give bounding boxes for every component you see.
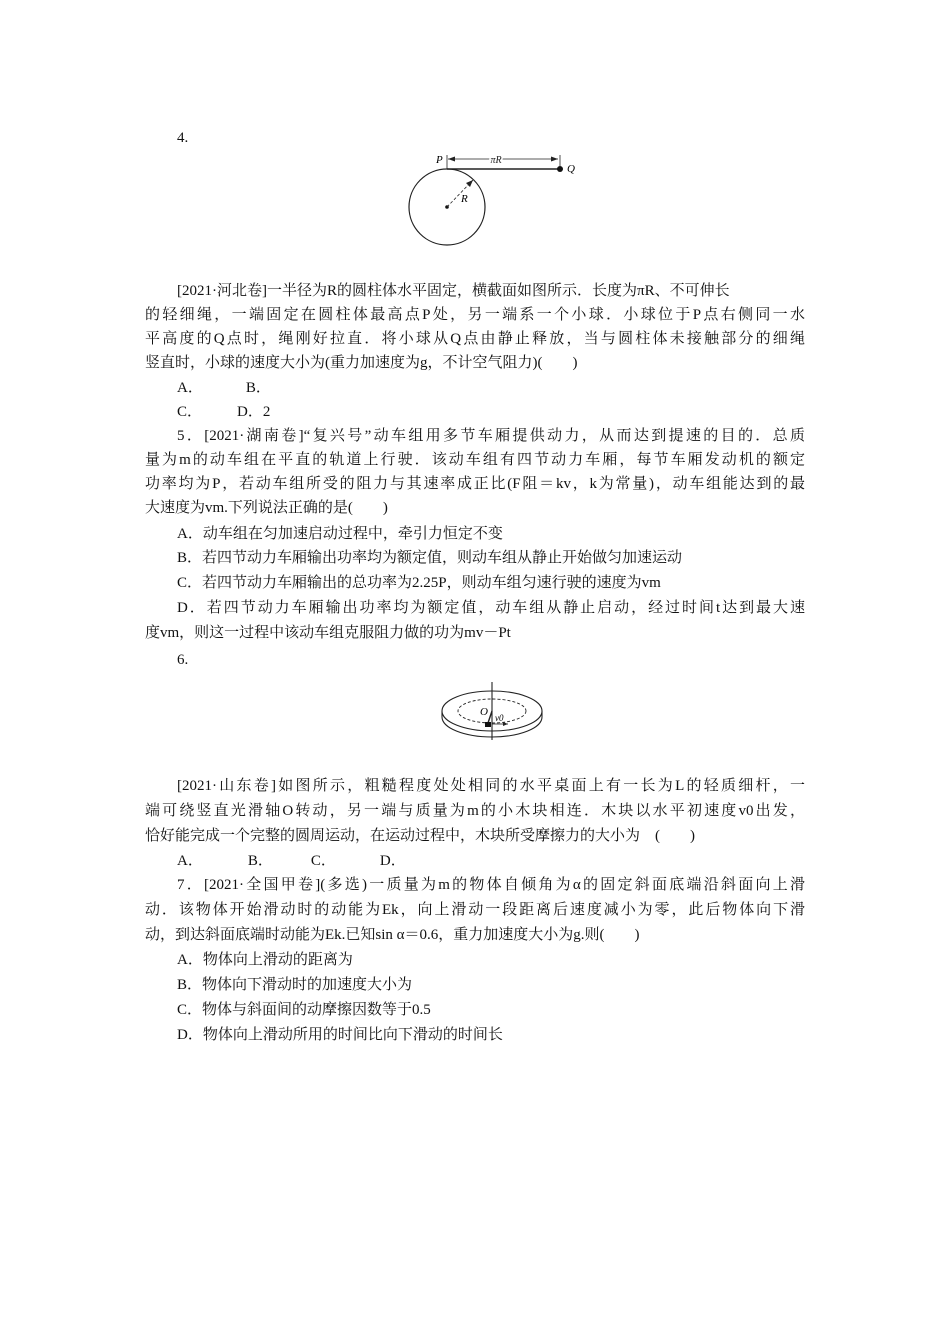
q6-number: 6. — [177, 652, 189, 668]
q4-figure-cylinder-rope — [400, 146, 600, 250]
q4-option-d: D．2 — [237, 404, 271, 420]
q5-option-c: C．若四节动力车厢输出的总功率为2.25P，则动车组匀速行驶的速度为vm — [177, 575, 661, 591]
q4-option-c: C． — [177, 404, 203, 420]
q6-options — [177, 851, 406, 871]
q7-option-a: A．物体向上滑动的距离为 — [177, 952, 353, 968]
label-p: P — [436, 154, 443, 166]
q6-line-3: 恰好能完成一个完整的圆周运动，在运动过程中，木块所受摩擦力的大小为 ( ) — [145, 828, 695, 844]
q6-option-a: A． — [177, 853, 203, 869]
q4-line-3: 平高度的Q点时，绳刚好拉直．将小球从Q点由静止释放，当与圆柱体未接触部分的细绳 — [145, 331, 805, 347]
q5-option-a: A．动车组在匀加速启动过程中，牵引力恒定不变 — [177, 526, 503, 542]
label-v0: v0 — [495, 713, 504, 723]
q6-option-c: C． — [310, 853, 336, 869]
label-r: R — [461, 193, 468, 205]
label-o: O — [480, 706, 488, 718]
q4-option-a: A． — [177, 380, 203, 396]
q7-option-b: B．物体向下滑动时的加速度大小为 — [177, 977, 413, 993]
q7-line-3: 动，到达斜面底端时动能为Ek.已知sin α＝0.6，重力加速度大小为g.则( ) — [145, 927, 640, 943]
q4-line-4: 竖直时，小球的速度大小为(重力加速度为g，不计空气阻力)( ) — [145, 355, 578, 371]
q4-option-b: B． — [245, 380, 271, 396]
q7-line-1: 7．[2021·全国甲卷](多选)一质量为m的物体自倾角为α的固定斜面底端沿斜面向上滑 — [177, 877, 805, 893]
q7-line-2: 动．该物体开始滑动时的动能为Ek，向上滑动一段距离后速度减小为零，此后物体向下滑 — [145, 902, 805, 918]
label-q: Q — [567, 163, 575, 175]
q6-option-b: B． — [247, 853, 273, 869]
q4-options-ab — [177, 378, 271, 398]
q4-line-2: 的轻细绳，一端固定在圆柱体最高点P处，另一端系一个小球．小球位于P点右侧同一水 — [145, 307, 805, 323]
q7-option-c: C．物体与斜面间的动摩擦因数等于0.5 — [177, 1002, 431, 1018]
q6-option-d: D． — [379, 853, 406, 869]
wood-block — [485, 722, 491, 727]
q7-option-d: D．物体向上滑动所用的时间比向下滑动的时间长 — [177, 1027, 503, 1043]
q4-options-cd — [177, 402, 270, 422]
q5-line-2: 量为m的动车组在平直的轨道上行驶．该动车组有四节动力车厢，每节车厢发动机的额定 — [145, 452, 805, 468]
q5-line-1: 5．[2021·湖南卷]“复兴号”动车组用多节车厢提供动力，从而达到提速的目的．总质 — [177, 428, 805, 444]
label-pi-r: πR — [490, 155, 502, 166]
q4-line-1: [2021·河北卷]一半径为R的圆柱体水平固定，横截面如图所示．长度为πR、不可伸长 — [177, 283, 730, 299]
q5-option-b: B．若四节动力车厢输出功率均为额定值，则动车组从静止开始做匀加速运动 — [177, 550, 683, 566]
q5-option-d-line-1: D．若四节动力车厢输出功率均为额定值，动车组从静止启动，经过时间t达到最大速 — [177, 600, 805, 616]
q6-line-2: 端可绕竖直光滑轴O转动，另一端与质量为m的小木块相连．木块以水平初速度v0出发， — [145, 803, 805, 819]
ball-q — [557, 166, 563, 172]
q4-number: 4. — [177, 130, 189, 146]
q6-figure-turntable — [436, 680, 548, 746]
q5-line-3: 功率均为P，若动车组所受的阻力与其速率成正比(F阻＝kv，k为常量)，动车组能达到的最 — [145, 476, 805, 492]
q6-line-1: [2021·山东卷]如图所示，粗糙程度处处相同的水平桌面上有一长为L的轻质细杆，一 — [177, 778, 805, 794]
q5-option-d-line-2: 度vm，则这一过程中该动车组克服阻力做的功为mv－Pt — [145, 625, 511, 641]
q5-line-4: 大速度为vm.下列说法正确的是( ) — [145, 500, 388, 516]
